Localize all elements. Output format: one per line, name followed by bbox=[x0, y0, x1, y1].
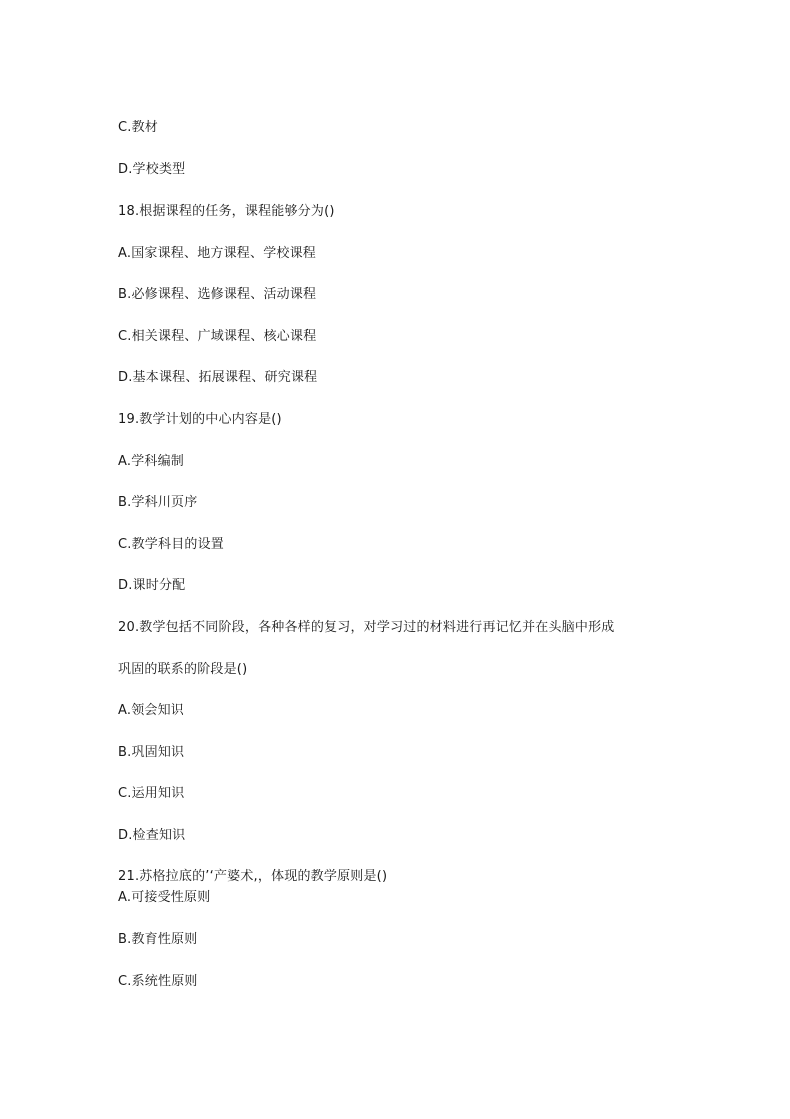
question-20-line-1: 20.教学包括不同阶段，各种各样的复习，对学习过的材料进行再记忆并在头脑中形成 bbox=[118, 620, 615, 635]
question-21: 21.苏格拉底的’‘产婆术,，体现的教学原则是() bbox=[118, 869, 388, 884]
option-b-q20: B.巩固知识 bbox=[118, 745, 185, 760]
option-d-q18: D.基本课程、拓展课程、研究课程 bbox=[118, 370, 318, 385]
option-c-q20: C.运用知识 bbox=[118, 786, 185, 801]
option-d-q17: D.学校类型 bbox=[118, 162, 186, 177]
question-20-line-2: 巩固的联系的阶段是() bbox=[118, 662, 248, 677]
question-18: 18.根据课程的任务，课程能够分为() bbox=[118, 204, 335, 219]
option-b-q21: B.教育性原则 bbox=[118, 932, 198, 947]
option-c-q21: C.系统性原则 bbox=[118, 974, 198, 989]
option-c-q17: C.教材 bbox=[118, 120, 159, 135]
option-b-q19: B.学科川页序 bbox=[118, 495, 198, 510]
option-a-q18: A.国家课程、地方课程、学校课程 bbox=[118, 246, 316, 261]
option-a-q19: A.学科编制 bbox=[118, 454, 184, 469]
option-b-q18: B.必修课程、选修课程、活动课程 bbox=[118, 287, 317, 302]
option-d-q19: D.课时分配 bbox=[118, 578, 186, 593]
option-c-q18: C.相关课程、广域课程、核心课程 bbox=[118, 329, 317, 344]
question-19: 19.教学计划的中心内容是() bbox=[118, 412, 282, 427]
option-d-q20: D.检查知识 bbox=[118, 828, 186, 843]
option-a-q21: A.可接受性原则 bbox=[118, 890, 211, 905]
option-c-q19: C.教学科目的设置 bbox=[118, 537, 225, 552]
option-a-q20: A.领会知识 bbox=[118, 703, 184, 718]
